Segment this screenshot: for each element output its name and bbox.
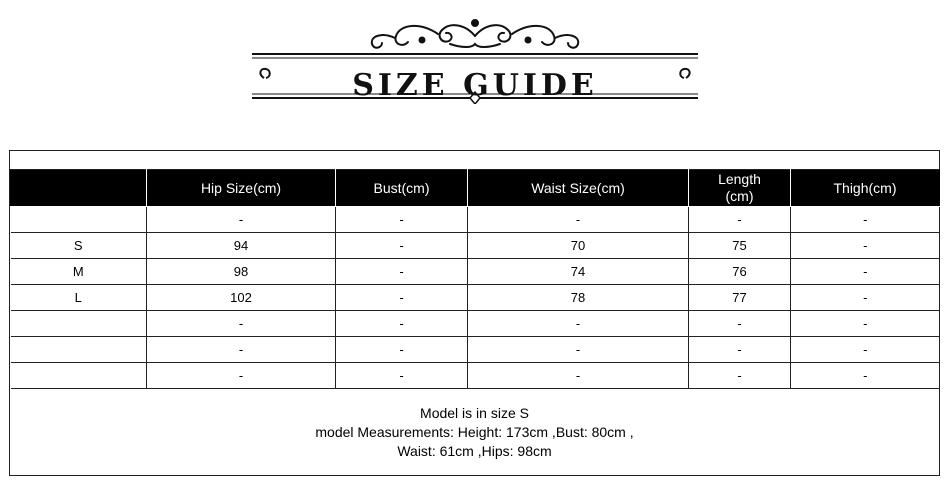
cell-thigh: - xyxy=(791,363,940,389)
size-table-sheet xyxy=(9,150,940,476)
cell-waist: - xyxy=(468,363,689,389)
header-hip-size: Hip Size(cm) xyxy=(147,170,336,207)
model-measurements-note: model Measurements: Height: 173cm ,Bust: 80cm , xyxy=(315,424,634,440)
cell-thigh: - xyxy=(791,233,940,259)
cell-size: S xyxy=(11,233,147,259)
cell-length: - xyxy=(689,207,791,233)
table-row xyxy=(11,285,940,311)
cell-length: - xyxy=(689,311,791,337)
cell-thigh: - xyxy=(791,207,940,233)
cell-thigh: - xyxy=(791,285,940,311)
cell-size xyxy=(11,311,147,337)
table-row xyxy=(11,337,940,363)
table-header-row xyxy=(11,170,940,207)
cell-hip: 98 xyxy=(147,259,336,285)
cell-waist: 78 xyxy=(468,285,689,311)
table-row xyxy=(11,259,940,285)
cell-bust: - xyxy=(336,285,468,311)
banner-title: SIZE GUIDE xyxy=(352,68,598,103)
table-row xyxy=(11,311,940,337)
model-notes xyxy=(10,404,939,461)
cell-bust: - xyxy=(336,311,468,337)
table-row xyxy=(11,233,940,259)
cell-hip: 94 xyxy=(147,233,336,259)
cell-length: - xyxy=(689,337,791,363)
size-guide-banner xyxy=(250,14,700,104)
cell-length: - xyxy=(689,363,791,389)
size-table xyxy=(10,169,940,389)
cell-waist: - xyxy=(468,207,689,233)
cell-bust: - xyxy=(336,337,468,363)
cell-waist: 74 xyxy=(468,259,689,285)
cell-waist: - xyxy=(468,337,689,363)
cell-hip: - xyxy=(147,207,336,233)
cell-hip: - xyxy=(147,311,336,337)
cell-hip: 102 xyxy=(147,285,336,311)
cell-hip: - xyxy=(147,337,336,363)
cell-thigh: - xyxy=(791,311,940,337)
cell-length: 76 xyxy=(689,259,791,285)
model-measurements-note-cont: Waist: 61cm ,Hips: 98cm xyxy=(397,443,552,459)
header-length: Length (cm) xyxy=(689,170,791,207)
table-row xyxy=(11,207,940,233)
cell-bust: - xyxy=(336,363,468,389)
cell-thigh: - xyxy=(791,259,940,285)
cell-waist: 70 xyxy=(468,233,689,259)
header-size xyxy=(11,170,147,207)
cell-bust: - xyxy=(336,259,468,285)
cell-size: M xyxy=(11,259,147,285)
cell-size xyxy=(11,363,147,389)
cell-size xyxy=(11,207,147,233)
cell-thigh: - xyxy=(791,337,940,363)
cell-size: L xyxy=(11,285,147,311)
cell-bust: - xyxy=(336,233,468,259)
model-size-note: Model is in size S xyxy=(420,405,529,421)
header-thigh: Thigh(cm) xyxy=(791,170,940,207)
cell-hip: - xyxy=(147,363,336,389)
cell-waist: - xyxy=(468,311,689,337)
cell-size xyxy=(11,337,147,363)
header-waist-size: Waist Size(cm) xyxy=(468,170,689,207)
table-row xyxy=(11,363,940,389)
header-bust: Bust(cm) xyxy=(336,170,468,207)
cell-bust: - xyxy=(336,207,468,233)
cell-length: 75 xyxy=(689,233,791,259)
cell-length: 77 xyxy=(689,285,791,311)
